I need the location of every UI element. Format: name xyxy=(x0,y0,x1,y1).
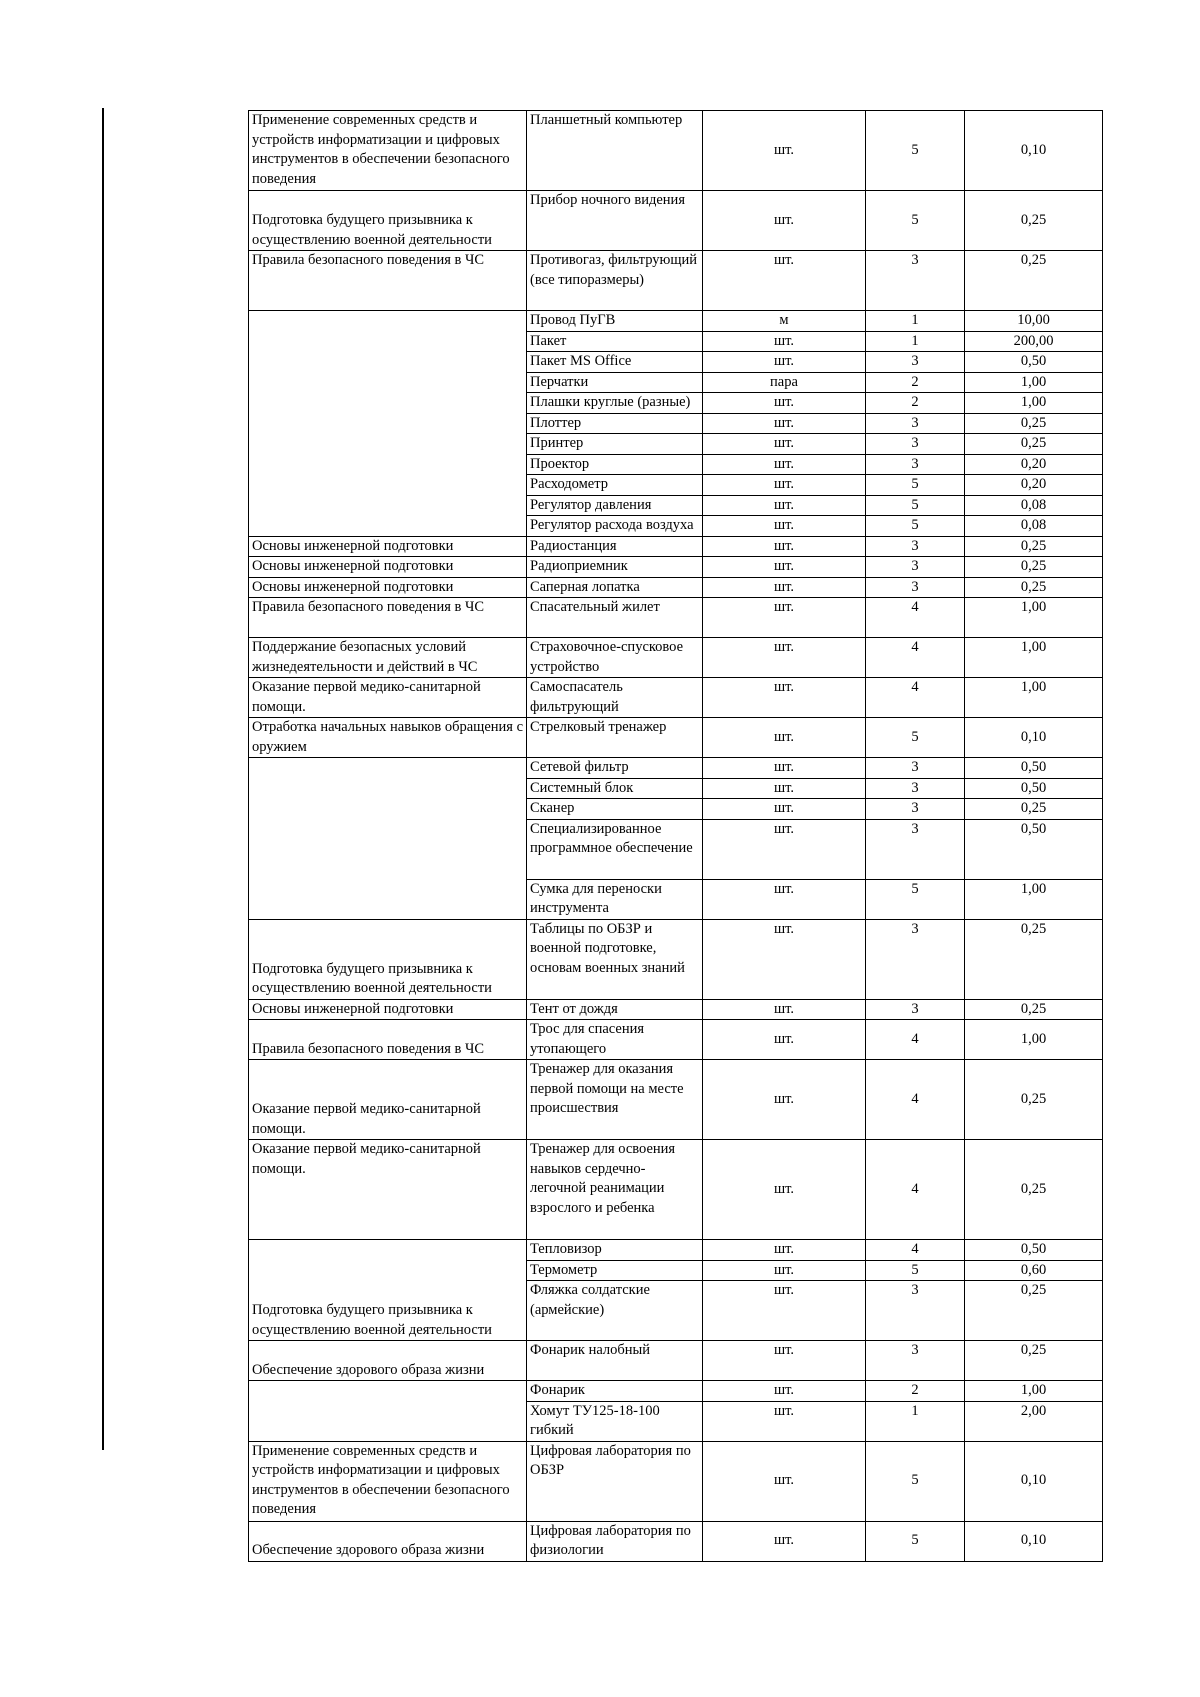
table-row xyxy=(249,678,1103,718)
section-cell: Применение современных средств и устройств информатизации и цифровых инструментов в обеспечении безопасного поведения xyxy=(249,1441,527,1521)
table-row xyxy=(249,111,1103,191)
norm-cell: 200,00 xyxy=(965,331,1103,352)
unit-cell: м xyxy=(703,311,866,332)
table-row xyxy=(249,638,1103,678)
table-row xyxy=(249,191,1103,251)
quantity-cell: 5 xyxy=(866,191,965,251)
unit-cell: шт. xyxy=(703,598,866,638)
item-name-cell: Фонарик налобный xyxy=(527,1341,703,1381)
quantity-cell: 4 xyxy=(866,638,965,678)
section-cell: Применение современных средств и устройств информатизации и цифровых инструментов в обеспечении безопасного поведения xyxy=(249,111,527,191)
quantity-cell: 3 xyxy=(866,919,965,999)
norm-cell: 1,00 xyxy=(965,1020,1103,1060)
unit-cell: шт. xyxy=(703,1140,866,1240)
unit-cell: шт. xyxy=(703,1381,866,1402)
quantity-cell: 4 xyxy=(866,1140,965,1240)
table-row xyxy=(249,536,1103,557)
section-cell xyxy=(249,1381,527,1442)
quantity-cell: 1 xyxy=(866,331,965,352)
table-row xyxy=(249,1020,1103,1060)
table-row xyxy=(249,718,1103,758)
norm-cell: 1,00 xyxy=(965,678,1103,718)
unit-cell: шт. xyxy=(703,413,866,434)
unit-cell: шт. xyxy=(703,352,866,373)
unit-cell: шт. xyxy=(703,557,866,578)
item-name-cell: Термометр xyxy=(527,1260,703,1281)
quantity-cell: 3 xyxy=(866,557,965,578)
norm-cell: 0,25 xyxy=(965,1281,1103,1341)
table-row xyxy=(249,1521,1103,1561)
norm-cell: 0,08 xyxy=(965,516,1103,537)
item-name-cell: Фляжка солдатские (армейские) xyxy=(527,1281,703,1341)
table-row xyxy=(249,919,1103,999)
norm-cell: 0,60 xyxy=(965,1260,1103,1281)
unit-cell: шт. xyxy=(703,1060,866,1140)
norm-cell: 0,20 xyxy=(965,475,1103,496)
section-cell: Обеспечение здорового образа жизни xyxy=(249,1521,527,1561)
quantity-cell: 3 xyxy=(866,434,965,455)
quantity-cell: 3 xyxy=(866,999,965,1020)
item-name-cell: Сетевой фильтр xyxy=(527,758,703,779)
table-row xyxy=(249,1140,1103,1240)
norm-cell: 1,00 xyxy=(965,1381,1103,1402)
item-name-cell: Плашки круглые (разные) xyxy=(527,393,703,414)
quantity-cell: 5 xyxy=(866,516,965,537)
quantity-cell: 3 xyxy=(866,536,965,557)
unit-cell: шт. xyxy=(703,678,866,718)
quantity-cell: 3 xyxy=(866,819,965,879)
item-name-cell: Провод ПуГВ xyxy=(527,311,703,332)
section-cell: Правила безопасного поведения в ЧС xyxy=(249,598,527,638)
norm-cell: 0,25 xyxy=(965,191,1103,251)
item-name-cell: Стрелковый тренажер xyxy=(527,718,703,758)
item-name-cell: Цифровая лаборатория по ОБЗР xyxy=(527,1441,703,1521)
unit-cell: шт. xyxy=(703,638,866,678)
item-name-cell: Сканер xyxy=(527,799,703,820)
section-cell: Оказание первой медико-санитарной помощи. xyxy=(249,1060,527,1140)
section-cell: Основы инженерной подготовки xyxy=(249,577,527,598)
quantity-cell: 5 xyxy=(866,879,965,919)
item-name-cell: Самоспасатель фильтрующий xyxy=(527,678,703,718)
quantity-cell: 4 xyxy=(866,598,965,638)
table-row xyxy=(249,1381,1103,1402)
quantity-cell: 2 xyxy=(866,1381,965,1402)
quantity-cell: 3 xyxy=(866,251,965,311)
norm-cell: 0,08 xyxy=(965,495,1103,516)
item-name-cell: Тент от дождя xyxy=(527,999,703,1020)
table-row xyxy=(249,1441,1103,1521)
norm-cell: 0,25 xyxy=(965,413,1103,434)
norm-cell: 10,00 xyxy=(965,311,1103,332)
quantity-cell: 2 xyxy=(866,372,965,393)
quantity-cell: 3 xyxy=(866,1341,965,1381)
unit-cell: шт. xyxy=(703,919,866,999)
norm-cell: 0,50 xyxy=(965,819,1103,879)
section-cell xyxy=(249,758,527,920)
unit-cell: шт. xyxy=(703,516,866,537)
table-row xyxy=(249,577,1103,598)
quantity-cell: 3 xyxy=(866,778,965,799)
page-margin-line xyxy=(102,108,104,1450)
section-cell: Подготовка будущего призывника к осуществлению военной деятельности xyxy=(249,919,527,999)
quantity-cell: 3 xyxy=(866,577,965,598)
quantity-cell: 3 xyxy=(866,1281,965,1341)
unit-cell: шт. xyxy=(703,1281,866,1341)
norm-cell: 1,00 xyxy=(965,598,1103,638)
unit-cell: шт. xyxy=(703,434,866,455)
norm-cell: 1,00 xyxy=(965,393,1103,414)
item-name-cell: Регулятор давления xyxy=(527,495,703,516)
unit-cell: шт. xyxy=(703,1020,866,1060)
section-cell xyxy=(249,311,527,537)
unit-cell: шт. xyxy=(703,999,866,1020)
norm-cell: 0,50 xyxy=(965,1240,1103,1261)
quantity-cell: 4 xyxy=(866,678,965,718)
item-name-cell: Спасательный жилет xyxy=(527,598,703,638)
quantity-cell: 4 xyxy=(866,1060,965,1140)
item-name-cell: Цифровая лаборатория по физиологии xyxy=(527,1521,703,1561)
quantity-cell: 5 xyxy=(866,718,965,758)
unit-cell: шт. xyxy=(703,1341,866,1381)
quantity-cell: 1 xyxy=(866,311,965,332)
item-name-cell: Таблицы по ОБЗР и военной подготовке, основам военных знаний xyxy=(527,919,703,999)
item-name-cell: Системный блок xyxy=(527,778,703,799)
norm-cell: 0,25 xyxy=(965,1060,1103,1140)
norm-cell: 1,00 xyxy=(965,372,1103,393)
unit-cell: шт. xyxy=(703,111,866,191)
unit-cell: шт. xyxy=(703,1240,866,1261)
quantity-cell: 3 xyxy=(866,454,965,475)
quantity-cell: 3 xyxy=(866,758,965,779)
item-name-cell: Проектор xyxy=(527,454,703,475)
unit-cell: шт. xyxy=(703,1521,866,1561)
norm-cell: 0,50 xyxy=(965,352,1103,373)
norm-cell: 0,25 xyxy=(965,799,1103,820)
table-row xyxy=(249,1060,1103,1140)
norm-cell: 2,00 xyxy=(965,1401,1103,1441)
item-name-cell: Радиоприемник xyxy=(527,557,703,578)
table-row xyxy=(249,311,1103,332)
norm-cell: 0,25 xyxy=(965,557,1103,578)
unit-cell: шт. xyxy=(703,718,866,758)
section-cell: Подготовка будущего призывника к осуществлению военной деятельности xyxy=(249,1240,527,1341)
quantity-cell: 4 xyxy=(866,1240,965,1261)
item-name-cell: Тренажер для оказания первой помощи на месте происшествия xyxy=(527,1060,703,1140)
table-row xyxy=(249,1341,1103,1381)
section-cell: Подготовка будущего призывника к осуществлению военной деятельности xyxy=(249,191,527,251)
table-row xyxy=(249,1240,1103,1261)
unit-cell: шт. xyxy=(703,819,866,879)
norm-cell: 0,50 xyxy=(965,778,1103,799)
norm-cell: 0,10 xyxy=(965,718,1103,758)
norm-cell: 0,25 xyxy=(965,251,1103,311)
item-name-cell: Трос для спасения утопающего xyxy=(527,1020,703,1060)
unit-cell: пара xyxy=(703,372,866,393)
norm-cell: 1,00 xyxy=(965,638,1103,678)
unit-cell: шт. xyxy=(703,393,866,414)
table-row xyxy=(249,999,1103,1020)
equipment-table-body xyxy=(249,111,1103,1562)
norm-cell: 0,20 xyxy=(965,454,1103,475)
quantity-cell: 3 xyxy=(866,799,965,820)
item-name-cell: Принтер xyxy=(527,434,703,455)
item-name-cell: Расходометр xyxy=(527,475,703,496)
unit-cell: шт. xyxy=(703,331,866,352)
unit-cell: шт. xyxy=(703,879,866,919)
quantity-cell: 5 xyxy=(866,1441,965,1521)
section-cell: Основы инженерной подготовки xyxy=(249,557,527,578)
item-name-cell: Регулятор расхода воздуха xyxy=(527,516,703,537)
item-name-cell: Фонарик xyxy=(527,1381,703,1402)
quantity-cell: 2 xyxy=(866,393,965,414)
item-name-cell: Планшетный компьютер xyxy=(527,111,703,191)
norm-cell: 0,50 xyxy=(965,758,1103,779)
unit-cell: шт. xyxy=(703,495,866,516)
unit-cell: шт. xyxy=(703,1441,866,1521)
table-row xyxy=(249,251,1103,311)
unit-cell: шт. xyxy=(703,799,866,820)
item-name-cell: Тепловизор xyxy=(527,1240,703,1261)
item-name-cell: Плоттер xyxy=(527,413,703,434)
section-cell: Обеспечение здорового образа жизни xyxy=(249,1341,527,1381)
item-name-cell: Сумка для переноски инструмента xyxy=(527,879,703,919)
item-name-cell: Тренажер для освоения навыков сердечно-легочной реанимации взрослого и ребенка xyxy=(527,1140,703,1240)
quantity-cell: 5 xyxy=(866,111,965,191)
quantity-cell: 4 xyxy=(866,1020,965,1060)
unit-cell: шт. xyxy=(703,1260,866,1281)
unit-cell: шт. xyxy=(703,1401,866,1441)
item-name-cell: Саперная лопатка xyxy=(527,577,703,598)
section-cell: Правила безопасного поведения в ЧС xyxy=(249,251,527,311)
unit-cell: шт. xyxy=(703,758,866,779)
norm-cell: 0,25 xyxy=(965,434,1103,455)
norm-cell: 0,10 xyxy=(965,111,1103,191)
item-name-cell: Противогаз, фильтрующий (все типоразмеры) xyxy=(527,251,703,311)
section-cell: Основы инженерной подготовки xyxy=(249,999,527,1020)
equipment-table xyxy=(248,110,1103,1562)
quantity-cell: 5 xyxy=(866,475,965,496)
table-row xyxy=(249,758,1103,779)
unit-cell: шт. xyxy=(703,251,866,311)
unit-cell: шт. xyxy=(703,778,866,799)
unit-cell: шт. xyxy=(703,577,866,598)
unit-cell: шт. xyxy=(703,454,866,475)
norm-cell: 1,00 xyxy=(965,879,1103,919)
item-name-cell: Пакет xyxy=(527,331,703,352)
norm-cell: 0,10 xyxy=(965,1441,1103,1521)
section-cell: Оказание первой медико-санитарной помощи. xyxy=(249,1140,527,1240)
norm-cell: 0,25 xyxy=(965,1140,1103,1240)
unit-cell: шт. xyxy=(703,536,866,557)
table-row xyxy=(249,557,1103,578)
norm-cell: 0,25 xyxy=(965,919,1103,999)
item-name-cell: Пакет MS Office xyxy=(527,352,703,373)
quantity-cell: 5 xyxy=(866,1260,965,1281)
norm-cell: 0,25 xyxy=(965,999,1103,1020)
norm-cell: 0,10 xyxy=(965,1521,1103,1561)
quantity-cell: 3 xyxy=(866,352,965,373)
unit-cell: шт. xyxy=(703,475,866,496)
section-cell: Правила безопасного поведения в ЧС xyxy=(249,1020,527,1060)
norm-cell: 0,25 xyxy=(965,1341,1103,1381)
norm-cell: 0,25 xyxy=(965,577,1103,598)
quantity-cell: 3 xyxy=(866,413,965,434)
item-name-cell: Прибор ночного видения xyxy=(527,191,703,251)
item-name-cell: Хомут ТУ125-18-100 гибкий xyxy=(527,1401,703,1441)
item-name-cell: Страховочное-спусковое устройство xyxy=(527,638,703,678)
unit-cell: шт. xyxy=(703,191,866,251)
norm-cell: 0,25 xyxy=(965,536,1103,557)
item-name-cell: Радиостанция xyxy=(527,536,703,557)
item-name-cell: Перчатки xyxy=(527,372,703,393)
section-cell: Поддержание безопасных условий жизнедеятельности и действий в ЧС xyxy=(249,638,527,678)
quantity-cell: 5 xyxy=(866,495,965,516)
item-name-cell: Специализированное программное обеспечение xyxy=(527,819,703,879)
section-cell: Оказание первой медико-санитарной помощи. xyxy=(249,678,527,718)
quantity-cell: 5 xyxy=(866,1521,965,1561)
section-cell: Основы инженерной подготовки xyxy=(249,536,527,557)
section-cell: Отработка начальных навыков обращения с оружием xyxy=(249,718,527,758)
quantity-cell: 1 xyxy=(866,1401,965,1441)
table-row xyxy=(249,598,1103,638)
